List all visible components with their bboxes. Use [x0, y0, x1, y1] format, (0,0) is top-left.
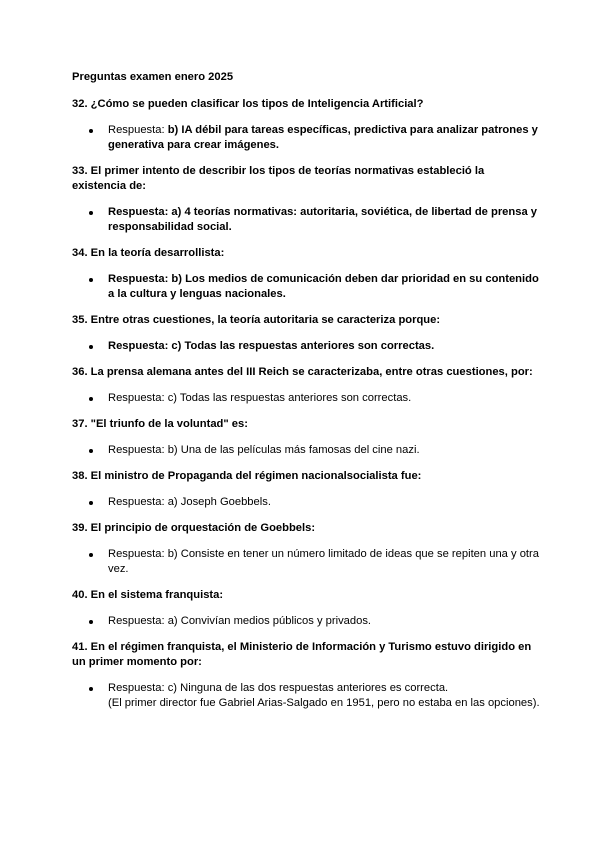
question-39: 39. El principio de orquestación de Goebbels: [72, 522, 316, 534]
answer-34 [72, 272, 540, 302]
bullet-icon [89, 397, 93, 401]
answer-text: b) Una de las películas más famosas del cine nazi. [167, 444, 420, 456]
answer-prefix: Respuesta: [108, 548, 168, 560]
answer-text: b) IA débil para tareas específicas, predictiva para analizar patrones y generativa para crear imágenes. [108, 124, 538, 151]
question-35: 35. Entre otras cuestiones, la teoría autoritaria se caracteriza porque: [72, 314, 441, 326]
answer-prefix: Respuesta: [108, 444, 168, 456]
answer-32 [72, 123, 540, 153]
answer-list-41 [72, 681, 540, 711]
answer-text: c) Todas las respuestas anteriores son correctas. [171, 340, 435, 352]
answer-prefix: Respuesta: [108, 206, 172, 218]
answer-prefix: Respuesta: [108, 340, 172, 352]
bullet-icon [89, 345, 93, 349]
answer-note: (El primer director fue Gabriel Arias-Salgado en 1951, pero no estaba en las opciones). [108, 697, 540, 709]
answer-list-39 [72, 547, 540, 577]
answer-list-33 [72, 205, 540, 235]
question-32: 32. ¿Cómo se pueden clasificar los tipos de Inteligencia Artificial? [72, 98, 424, 110]
answer-41 [72, 681, 540, 711]
answer-35 [72, 339, 540, 354]
document-title: Preguntas examen enero 2025 [72, 71, 234, 83]
bullet-icon [89, 211, 93, 215]
bullet-icon [89, 449, 93, 453]
answer-list-35 [72, 339, 540, 354]
question-41: 41. En el régimen franquista, el Ministerio de Información y Turismo estuvo dirigido en un primer momento por: [72, 641, 532, 668]
bullet-icon [89, 553, 93, 557]
answer-prefix: Respuesta: [108, 682, 168, 694]
answer-text: b) Los medios de comunicación deben dar prioridad en su contenido a la cultura y lenguas nacionales. [108, 273, 539, 300]
bullet-icon [89, 501, 93, 505]
answer-text: a) Joseph Goebbels. [167, 496, 271, 508]
answer-36 [72, 391, 540, 406]
answer-text: b) Consiste en tener un número limitado de ideas que se repiten una y otra vez. [108, 548, 539, 575]
answer-list-34 [72, 272, 540, 302]
answer-33 [72, 205, 540, 235]
question-34: 34. En la teoría desarrollista: [72, 247, 225, 259]
answer-text: a) Convivían medios públicos y privados. [167, 615, 372, 627]
answer-list-38 [72, 495, 540, 510]
answer-39 [72, 547, 540, 577]
bullet-icon [89, 620, 93, 624]
answer-prefix: Respuesta: [108, 273, 172, 285]
answer-prefix: Respuesta: [108, 124, 168, 136]
answer-prefix: Respuesta: [108, 496, 168, 508]
bullet-icon [89, 278, 93, 282]
answer-list-36 [72, 391, 540, 406]
answer-37 [72, 443, 540, 458]
answer-prefix: Respuesta: [108, 615, 168, 627]
answer-list-37 [72, 443, 540, 458]
answer-list-40 [72, 614, 540, 629]
question-36: 36. La prensa alemana antes del III Reich se caracterizaba, entre otras cuestiones, por: [72, 366, 533, 378]
answer-40 [72, 614, 540, 629]
answer-list-32 [72, 123, 540, 153]
question-38: 38. El ministro de Propaganda del régimen nacionalsocialista fue: [72, 470, 422, 482]
answer-38 [72, 495, 540, 510]
bullet-icon [89, 687, 93, 691]
answer-text: c) Todas las respuestas anteriores son correctas. [167, 392, 412, 404]
bullet-icon [89, 129, 93, 133]
question-40: 40. En el sistema franquista: [72, 589, 224, 601]
question-33: 33. El primer intento de describir los tipos de teorías normativas estableció la existencia de: [72, 165, 485, 192]
question-37: 37. "El triunfo de la voluntad" es: [72, 418, 248, 430]
answer-text: a) 4 teorías normativas: autoritaria, soviética, de libertad de prensa y responsabilidad social. [108, 206, 538, 233]
answer-text: c) Ninguna de las dos respuestas anteriores es correcta. [167, 682, 449, 694]
answer-prefix: Respuesta: [108, 392, 168, 404]
